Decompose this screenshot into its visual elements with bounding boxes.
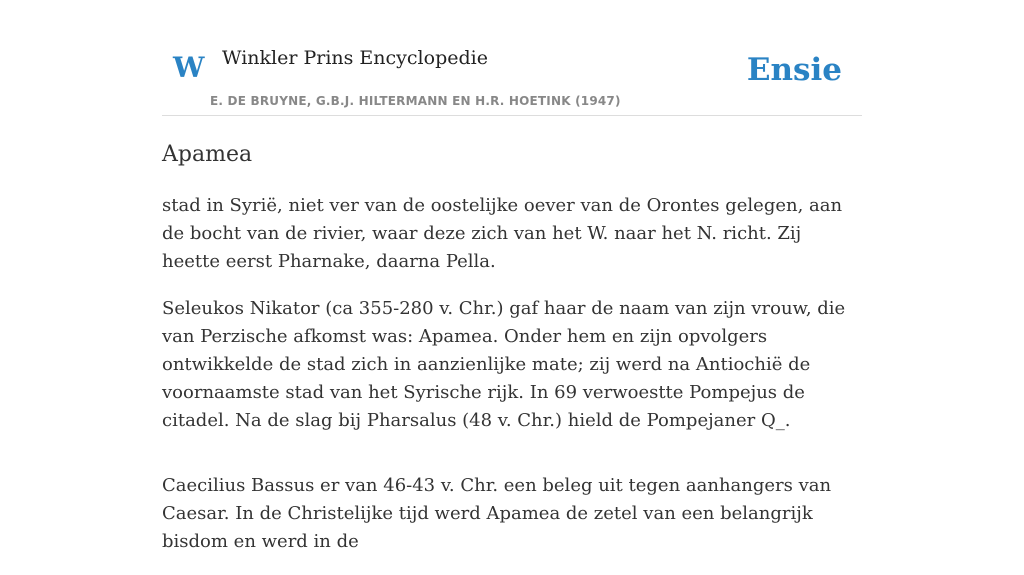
brand-logo[interactable]: Ensie [746,52,842,88]
entry-paragraph-3: Caecilius Bassus er van 46-43 v. Chr. een beleg uit tegen aanhangers van Caesar. In de Christelijke tijd werd Apamea de zetel van een belangrijk bisdom en werd in de [162,475,832,552]
publication-title[interactable]: Winkler Prins Encyclopedie [222,47,488,69]
site-header [162,0,862,116]
page [162,0,862,552]
entry-body [162,192,862,575]
entry-paragraph-1: stad in Syrië, niet ver van de oostelijke oever van de Orontes gelegen, aan de bocht van de rivier, waar deze zich van het W. naar het N. richt. Zij heette eerst Pharnake, daarna Pella. [162,195,843,272]
entry-title: Apamea [162,142,253,167]
entry-paragraph-2: Seleukos Nikator (ca 355-280 v. Chr.) gaf haar de naam van zijn vrouw, die van Perzische afkomst was: Apamea. Onder hem en zijn opvolgers ontwikkelde de stad zich in aanzienlijke mate; zij werd na Antiochië de voornaamste stad van het Syrische rijk. In 69 verwoestte Pompejus de citadel. Na de slag bij Pharsalus (48 v. Chr.) hield de Pompejaner Q_. [162,298,846,431]
publication-logo[interactable]: W [173,51,205,84]
publication-authors: E. DE BRUYNE, G.B.J. HILTERMANN EN H.R. HOETINK (1947) [210,94,621,108]
